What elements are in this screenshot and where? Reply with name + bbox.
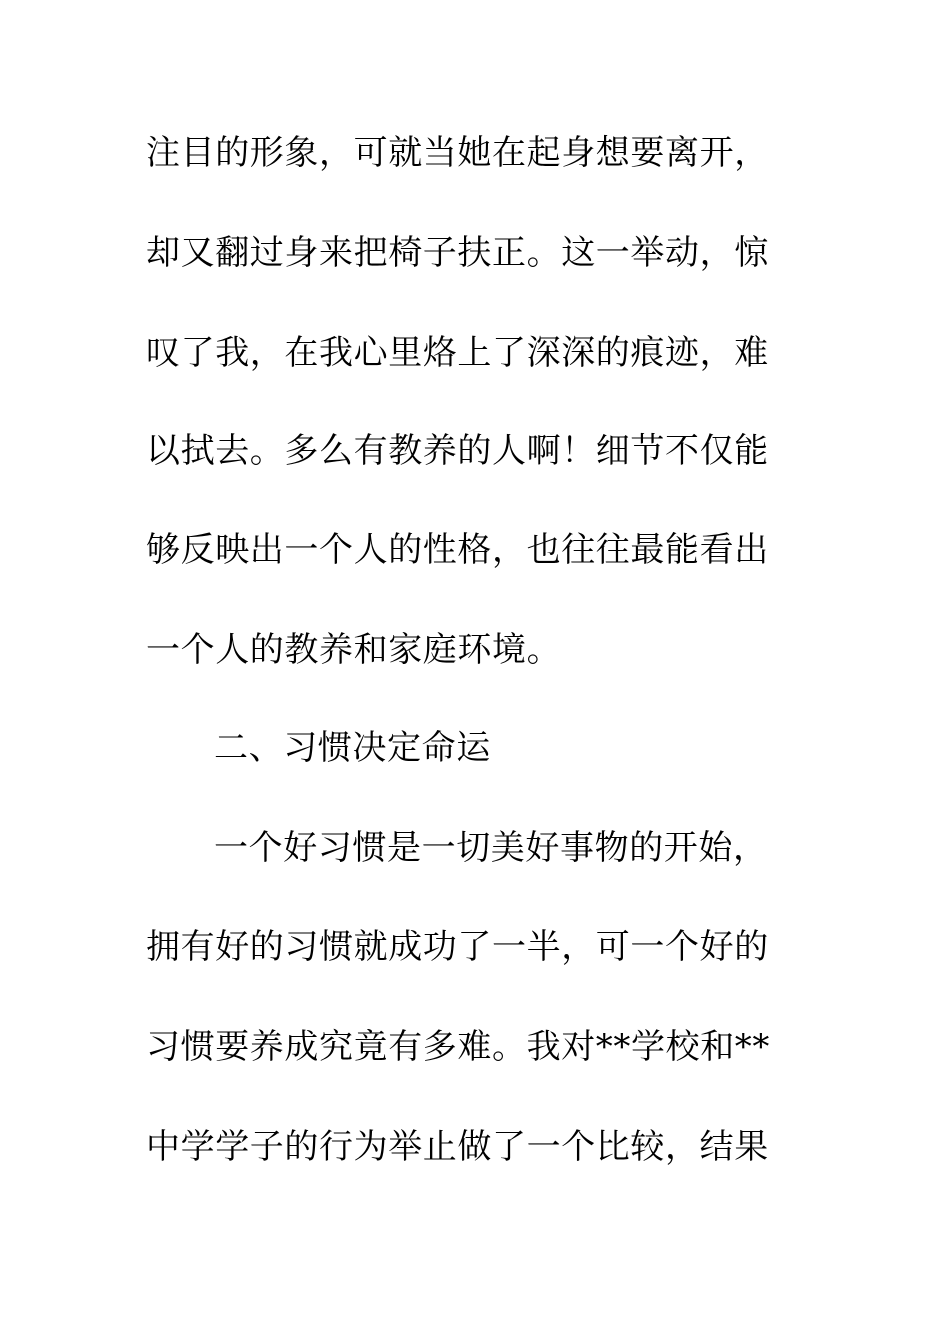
paragraph-line: 却又翻过身来把椅子扶正。这一举动，惊 <box>146 233 769 273</box>
paragraph-line: 一个人的教养和家庭环境。 <box>146 630 562 670</box>
paragraph-line: 注目的形象，可就当她在起身想要离开， <box>146 133 769 173</box>
paragraph-line: 一个好习惯是一切美好事物的开始， <box>214 828 768 868</box>
section-heading: 二、习惯决定命运 <box>214 728 491 768</box>
paragraph-line: 以拭去。多么有教养的人啊！细节不仅能 <box>146 431 769 471</box>
paragraph-line: 中学学子的行为举止做了一个比较，结果 <box>146 1127 769 1167</box>
paragraph-line: 叹了我，在我心里烙上了深深的痕迹，难 <box>146 333 769 373</box>
paragraph-line: 够反映出一个人的性格，也往往最能看出 <box>146 530 769 570</box>
paragraph-line: 拥有好的习惯就成功了一半，可一个好的 <box>146 927 769 967</box>
paragraph-line: 习惯要养成究竟有多难。我对**学校和** <box>146 1027 770 1067</box>
